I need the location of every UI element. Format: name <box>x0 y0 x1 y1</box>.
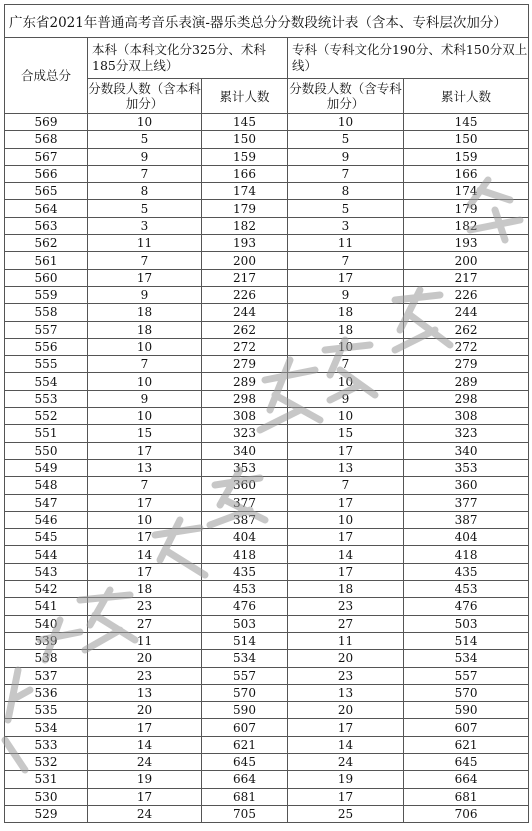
junior-segment-cell: 7 <box>288 356 404 373</box>
junior-segment-cell: 18 <box>288 321 404 338</box>
undergrad-segment-cell: 23 <box>88 667 202 684</box>
junior-cumulative-cell: 323 <box>404 425 529 442</box>
table-row <box>5 719 529 736</box>
table-row <box>5 615 529 632</box>
undergrad-segment-cell: 17 <box>88 442 202 459</box>
undergrad-segment-cell: 9 <box>88 148 202 165</box>
table-row <box>5 546 529 563</box>
undergrad-cumulative-cell: 340 <box>202 442 288 459</box>
junior-cumulative-cell: 534 <box>404 650 529 667</box>
total-score-cell: 538 <box>5 650 88 667</box>
table-row <box>5 356 529 373</box>
undergrad-cumulative-cell: 387 <box>202 511 288 528</box>
junior-cumulative-cell: 182 <box>404 217 529 234</box>
junior-cumulative-cell: 262 <box>404 321 529 338</box>
junior-segment-cell: 19 <box>288 771 404 788</box>
undergrad-segment-cell: 18 <box>88 321 202 338</box>
total-score-cell: 539 <box>5 632 88 649</box>
junior-cumulative-cell: 503 <box>404 615 529 632</box>
undergrad-cumulative-cell: 262 <box>202 321 288 338</box>
junior-cumulative-cell: 244 <box>404 304 529 321</box>
undergrad-cumulative-cell: 570 <box>202 684 288 701</box>
total-score-cell: 550 <box>5 442 88 459</box>
table-row <box>5 581 529 598</box>
total-score-cell: 541 <box>5 598 88 615</box>
undergrad-segment-cell: 11 <box>88 632 202 649</box>
undergrad-cumulative-cell: 244 <box>202 304 288 321</box>
table-row <box>5 702 529 719</box>
total-score-cell: 549 <box>5 459 88 476</box>
junior-cumulative-cell: 166 <box>404 165 529 182</box>
table-row <box>5 459 529 476</box>
table-row <box>5 442 529 459</box>
table-row <box>5 529 529 546</box>
junior-cumulative-cell: 590 <box>404 702 529 719</box>
junior-cumulative-cell: 193 <box>404 235 529 252</box>
junior-cumulative-cell: 664 <box>404 771 529 788</box>
undergrad-cumulative-cell: 226 <box>202 286 288 303</box>
undergrad-cumulative-cell: 179 <box>202 200 288 217</box>
junior-cumulative-cell: 179 <box>404 200 529 217</box>
undergrad-segment-cell: 9 <box>88 286 202 303</box>
junior-segment-cell: 15 <box>288 425 404 442</box>
table-body <box>5 114 529 823</box>
table-row <box>5 131 529 148</box>
table-row <box>5 598 529 615</box>
total-score-cell: 540 <box>5 615 88 632</box>
table-row <box>5 805 529 822</box>
total-score-cell: 551 <box>5 425 88 442</box>
undergrad-segment-cell: 10 <box>88 338 202 355</box>
undergrad-segment-cell: 14 <box>88 546 202 563</box>
total-score-cell: 548 <box>5 477 88 494</box>
table-row <box>5 650 529 667</box>
undergrad-cumulative-cell: 681 <box>202 788 288 805</box>
junior-segment-cell: 9 <box>288 148 404 165</box>
total-score-cell: 563 <box>5 217 88 234</box>
total-score-cell: 532 <box>5 753 88 770</box>
table-row <box>5 304 529 321</box>
total-score-cell: 562 <box>5 235 88 252</box>
total-score-cell: 537 <box>5 667 88 684</box>
junior-segment-cell: 14 <box>288 736 404 753</box>
total-score-cell: 531 <box>5 771 88 788</box>
total-score-cell: 552 <box>5 408 88 425</box>
undergrad-segment-cell: 5 <box>88 131 202 148</box>
table-row <box>5 736 529 753</box>
undergrad-segment-cell: 5 <box>88 200 202 217</box>
table-row <box>5 425 529 442</box>
table-row <box>5 200 529 217</box>
undergrad-segment-cell: 7 <box>88 356 202 373</box>
junior-cumulative-cell: 279 <box>404 356 529 373</box>
total-score-cell: 556 <box>5 338 88 355</box>
undergrad-cumulative-cell: 514 <box>202 632 288 649</box>
junior-segment-cell: 8 <box>288 183 404 200</box>
junior-segment-cell: 10 <box>288 408 404 425</box>
undergrad-segment-cell: 24 <box>88 805 202 822</box>
junior-segment-cell: 17 <box>288 442 404 459</box>
junior-segment-header: 分数段人数（含专科加分） <box>288 79 404 114</box>
total-score-cell: 535 <box>5 702 88 719</box>
undergrad-segment-cell: 17 <box>88 563 202 580</box>
total-score-cell: 566 <box>5 165 88 182</box>
total-score-cell: 542 <box>5 581 88 598</box>
undergrad-segment-cell: 14 <box>88 736 202 753</box>
total-score-header: 合成总分 <box>5 38 88 114</box>
table-row <box>5 321 529 338</box>
junior-segment-cell: 13 <box>288 684 404 701</box>
junior-cumulative-cell: 706 <box>404 805 529 822</box>
undergrad-segment-header: 分数段人数（含本科加分） <box>88 79 202 114</box>
undergrad-cumulative-cell: 159 <box>202 148 288 165</box>
table-row <box>5 217 529 234</box>
total-score-cell: 547 <box>5 494 88 511</box>
junior-cumulative-cell: 476 <box>404 598 529 615</box>
undergrad-cumulative-cell: 476 <box>202 598 288 615</box>
junior-cumulative-cell: 404 <box>404 529 529 546</box>
total-score-cell: 534 <box>5 719 88 736</box>
junior-cumulative-cell: 418 <box>404 546 529 563</box>
junior-segment-cell: 17 <box>288 788 404 805</box>
total-score-cell: 543 <box>5 563 88 580</box>
total-score-cell: 530 <box>5 788 88 805</box>
total-score-cell: 536 <box>5 684 88 701</box>
junior-segment-cell: 23 <box>288 598 404 615</box>
undergrad-segment-cell: 10 <box>88 408 202 425</box>
table-row <box>5 373 529 390</box>
table-row <box>5 477 529 494</box>
junior-segment-cell: 10 <box>288 511 404 528</box>
junior-segment-cell: 23 <box>288 667 404 684</box>
undergrad-segment-cell: 18 <box>88 581 202 598</box>
junior-cumulative-cell: 289 <box>404 373 529 390</box>
total-score-cell: 553 <box>5 390 88 407</box>
score-distribution-table <box>4 4 529 823</box>
junior-cumulative-cell: 272 <box>404 338 529 355</box>
total-score-cell: 560 <box>5 269 88 286</box>
table-row <box>5 632 529 649</box>
table-row <box>5 183 529 200</box>
undergrad-segment-cell: 23 <box>88 598 202 615</box>
undergrad-cumulative-cell: 353 <box>202 459 288 476</box>
junior-segment-cell: 5 <box>288 200 404 217</box>
undergrad-segment-cell: 20 <box>88 702 202 719</box>
junior-segment-cell: 11 <box>288 235 404 252</box>
junior-segment-cell: 10 <box>288 114 404 131</box>
undergrad-segment-cell: 7 <box>88 165 202 182</box>
total-score-cell: 568 <box>5 131 88 148</box>
junior-cumulative-cell: 681 <box>404 788 529 805</box>
undergrad-cumulative-header: 累计人数 <box>202 79 288 114</box>
table-title: 广东省2021年普通高考音乐表演-器乐类总分分数段统计表（含本、专科层次加分） <box>5 5 529 38</box>
table-row <box>5 753 529 770</box>
undergrad-cumulative-cell: 664 <box>202 771 288 788</box>
table-row <box>5 788 529 805</box>
junior-segment-cell: 11 <box>288 632 404 649</box>
junior-segment-cell: 24 <box>288 753 404 770</box>
junior-segment-cell: 5 <box>288 131 404 148</box>
undergrad-cumulative-cell: 150 <box>202 131 288 148</box>
undergrad-cumulative-cell: 174 <box>202 183 288 200</box>
junior-cumulative-cell: 360 <box>404 477 529 494</box>
junior-cumulative-header: 累计人数 <box>404 79 529 114</box>
total-score-cell: 557 <box>5 321 88 338</box>
junior-segment-cell: 9 <box>288 286 404 303</box>
junior-cumulative-cell: 298 <box>404 390 529 407</box>
undergrad-segment-cell: 13 <box>88 684 202 701</box>
junior-cumulative-cell: 621 <box>404 736 529 753</box>
undergrad-segment-cell: 9 <box>88 390 202 407</box>
junior-cumulative-cell: 200 <box>404 252 529 269</box>
junior-segment-cell: 13 <box>288 459 404 476</box>
junior-segment-cell: 17 <box>288 269 404 286</box>
table-row <box>5 771 529 788</box>
table-row <box>5 148 529 165</box>
junior-segment-cell: 17 <box>288 563 404 580</box>
junior-cumulative-cell: 150 <box>404 131 529 148</box>
undergrad-segment-cell: 17 <box>88 494 202 511</box>
undergrad-cumulative-cell: 377 <box>202 494 288 511</box>
table-row <box>5 494 529 511</box>
junior-cumulative-cell: 387 <box>404 511 529 528</box>
undergrad-cumulative-cell: 182 <box>202 217 288 234</box>
undergrad-cumulative-cell: 404 <box>202 529 288 546</box>
undergrad-cumulative-cell: 503 <box>202 615 288 632</box>
undergrad-cumulative-cell: 621 <box>202 736 288 753</box>
junior-segment-cell: 20 <box>288 650 404 667</box>
table-row <box>5 390 529 407</box>
undergrad-segment-cell: 17 <box>88 719 202 736</box>
junior-cumulative-cell: 217 <box>404 269 529 286</box>
junior-segment-cell: 25 <box>288 805 404 822</box>
total-score-cell: 567 <box>5 148 88 165</box>
undergrad-cumulative-cell: 217 <box>202 269 288 286</box>
junior-college-group-header: 专科（专科文化分190分、术科150分双上线） <box>288 38 529 79</box>
junior-cumulative-cell: 645 <box>404 753 529 770</box>
undergrad-cumulative-cell: 435 <box>202 563 288 580</box>
junior-segment-cell: 27 <box>288 615 404 632</box>
score-table-sheet <box>4 4 529 823</box>
undergrad-cumulative-cell: 166 <box>202 165 288 182</box>
total-score-cell: 545 <box>5 529 88 546</box>
junior-cumulative-cell: 159 <box>404 148 529 165</box>
junior-segment-cell: 9 <box>288 390 404 407</box>
total-score-cell: 558 <box>5 304 88 321</box>
undergrad-cumulative-cell: 200 <box>202 252 288 269</box>
junior-cumulative-cell: 226 <box>404 286 529 303</box>
undergrad-cumulative-cell: 590 <box>202 702 288 719</box>
undergrad-cumulative-cell: 607 <box>202 719 288 736</box>
total-score-cell: 559 <box>5 286 88 303</box>
undergrad-cumulative-cell: 418 <box>202 546 288 563</box>
junior-segment-cell: 3 <box>288 217 404 234</box>
undergrad-cumulative-cell: 534 <box>202 650 288 667</box>
undergrad-segment-cell: 10 <box>88 373 202 390</box>
undergrad-cumulative-cell: 323 <box>202 425 288 442</box>
junior-cumulative-cell: 453 <box>404 581 529 598</box>
table-row <box>5 235 529 252</box>
undergrad-cumulative-cell: 193 <box>202 235 288 252</box>
junior-cumulative-cell: 174 <box>404 183 529 200</box>
undergrad-segment-cell: 13 <box>88 459 202 476</box>
undergrad-cumulative-cell: 145 <box>202 114 288 131</box>
table-row <box>5 563 529 580</box>
table-row <box>5 667 529 684</box>
table-row <box>5 684 529 701</box>
junior-segment-cell: 14 <box>288 546 404 563</box>
junior-cumulative-cell: 557 <box>404 667 529 684</box>
total-score-cell: 569 <box>5 114 88 131</box>
undergrad-segment-cell: 24 <box>88 753 202 770</box>
undergrad-segment-cell: 19 <box>88 771 202 788</box>
undergrad-segment-cell: 27 <box>88 615 202 632</box>
junior-segment-cell: 18 <box>288 581 404 598</box>
table-row <box>5 408 529 425</box>
junior-segment-cell: 10 <box>288 338 404 355</box>
total-score-cell: 546 <box>5 511 88 528</box>
undergrad-cumulative-cell: 705 <box>202 805 288 822</box>
undergrad-group-header: 本科（本科文化分325分、术科185分双上线） <box>88 38 288 79</box>
total-score-cell: 555 <box>5 356 88 373</box>
junior-segment-cell: 7 <box>288 477 404 494</box>
junior-cumulative-cell: 607 <box>404 719 529 736</box>
junior-segment-cell: 18 <box>288 304 404 321</box>
undergrad-segment-cell: 18 <box>88 304 202 321</box>
undergrad-segment-cell: 17 <box>88 529 202 546</box>
total-score-cell: 564 <box>5 200 88 217</box>
undergrad-segment-cell: 10 <box>88 511 202 528</box>
junior-cumulative-cell: 514 <box>404 632 529 649</box>
table-row <box>5 114 529 131</box>
junior-segment-cell: 10 <box>288 373 404 390</box>
junior-segment-cell: 7 <box>288 165 404 182</box>
undergrad-cumulative-cell: 360 <box>202 477 288 494</box>
undergrad-cumulative-cell: 645 <box>202 753 288 770</box>
total-score-cell: 529 <box>5 805 88 822</box>
undergrad-cumulative-cell: 279 <box>202 356 288 373</box>
junior-cumulative-cell: 570 <box>404 684 529 701</box>
total-score-cell: 554 <box>5 373 88 390</box>
undergrad-cumulative-cell: 557 <box>202 667 288 684</box>
table-row <box>5 511 529 528</box>
table-row <box>5 269 529 286</box>
undergrad-segment-cell: 7 <box>88 477 202 494</box>
undergrad-cumulative-cell: 308 <box>202 408 288 425</box>
table-row <box>5 252 529 269</box>
table-row <box>5 165 529 182</box>
total-score-cell: 561 <box>5 252 88 269</box>
undergrad-segment-cell: 11 <box>88 235 202 252</box>
undergrad-cumulative-cell: 453 <box>202 581 288 598</box>
total-score-cell: 565 <box>5 183 88 200</box>
junior-cumulative-cell: 145 <box>404 114 529 131</box>
junior-cumulative-cell: 340 <box>404 442 529 459</box>
undergrad-segment-cell: 7 <box>88 252 202 269</box>
table-row <box>5 286 529 303</box>
junior-segment-cell: 17 <box>288 494 404 511</box>
junior-cumulative-cell: 435 <box>404 563 529 580</box>
undergrad-cumulative-cell: 272 <box>202 338 288 355</box>
undergrad-segment-cell: 15 <box>88 425 202 442</box>
undergrad-segment-cell: 20 <box>88 650 202 667</box>
junior-cumulative-cell: 377 <box>404 494 529 511</box>
undergrad-segment-cell: 8 <box>88 183 202 200</box>
total-score-cell: 544 <box>5 546 88 563</box>
undergrad-segment-cell: 17 <box>88 788 202 805</box>
undergrad-segment-cell: 17 <box>88 269 202 286</box>
junior-segment-cell: 20 <box>288 702 404 719</box>
undergrad-segment-cell: 10 <box>88 114 202 131</box>
junior-cumulative-cell: 353 <box>404 459 529 476</box>
undergrad-cumulative-cell: 289 <box>202 373 288 390</box>
junior-segment-cell: 17 <box>288 719 404 736</box>
junior-cumulative-cell: 308 <box>404 408 529 425</box>
undergrad-segment-cell: 3 <box>88 217 202 234</box>
undergrad-cumulative-cell: 298 <box>202 390 288 407</box>
table-row <box>5 338 529 355</box>
junior-segment-cell: 17 <box>288 529 404 546</box>
junior-segment-cell: 7 <box>288 252 404 269</box>
total-score-cell: 533 <box>5 736 88 753</box>
